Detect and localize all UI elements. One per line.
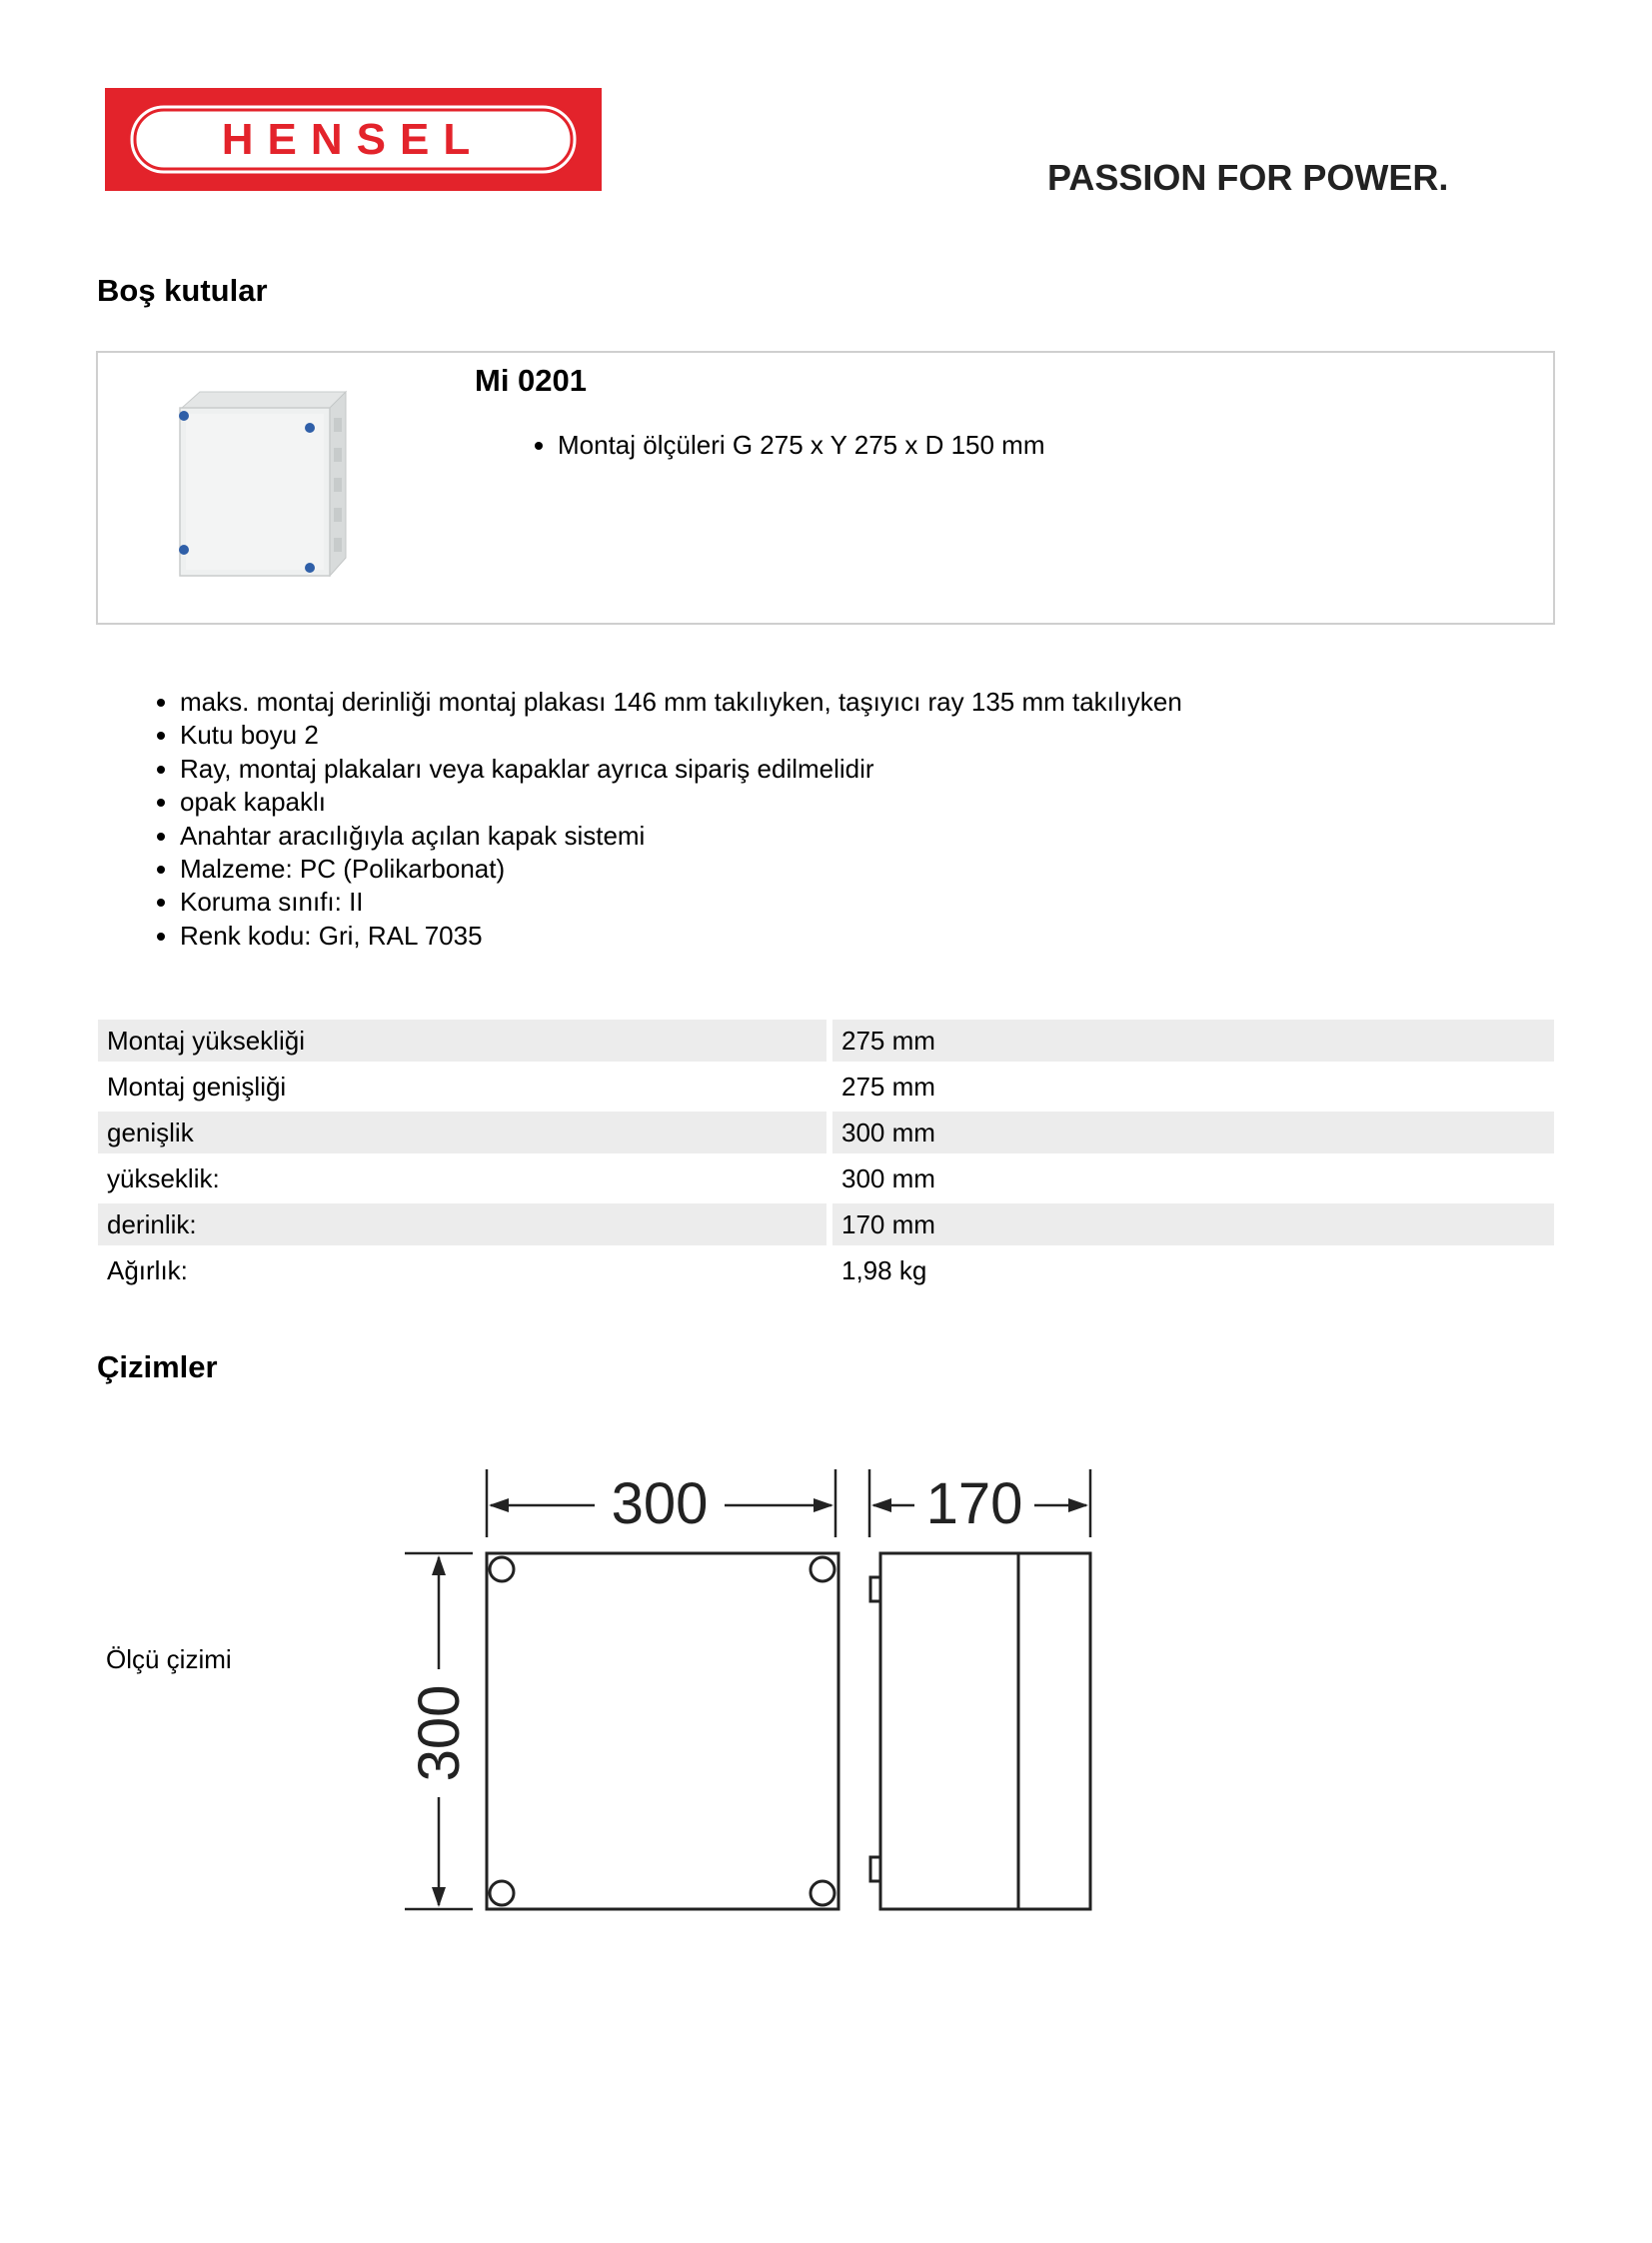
list-item: • maks. montaj derinliği montaj plakası 146 mm takılıyken, taşıyıcı ray 135 mm takılıyken: [180, 686, 1182, 719]
list-item: • Anahtar aracılığıyla açılan kapak sistemi: [180, 820, 1182, 853]
table-row: [98, 1157, 1554, 1199]
spec-table: [98, 1016, 1554, 1295]
spec-value: 1,98 kg: [841, 1254, 927, 1285]
spec-label: Ağırlık:: [107, 1254, 188, 1285]
drawing-label: Ölçü çizimi: [106, 1644, 232, 1674]
width-dimension-label: 300: [611, 1471, 709, 1536]
table-row: [98, 1020, 1554, 1062]
hensel-logo: [105, 88, 602, 191]
product-bullets: [528, 428, 1077, 462]
table-row: [98, 1203, 1554, 1245]
spec-value: 300 mm: [832, 1112, 1554, 1153]
spec-value: 275 mm: [832, 1020, 1554, 1062]
tagline: PASSION FOR POWER.: [1047, 157, 1449, 198]
spec-value: 300 mm: [841, 1162, 935, 1193]
table-row: [98, 1112, 1554, 1153]
feature-list: [150, 686, 1182, 953]
table-row: [98, 1249, 1554, 1291]
spec-value: 170 mm: [832, 1203, 1554, 1245]
height-dimension-label: 300: [407, 1684, 472, 1782]
spec-label: genişlik: [98, 1112, 832, 1153]
list-item: • Koruma sınıfı: II: [180, 886, 1182, 919]
depth-dimension-label: 170: [925, 1471, 1023, 1536]
spec-label: yükseklik:: [107, 1162, 220, 1193]
product-name: Mi 0201: [475, 363, 588, 398]
spec-label: derinlik:: [98, 1203, 832, 1245]
grey-enclosure-box-image: [170, 388, 350, 588]
logo-text: HENSEL: [221, 115, 485, 164]
list-item: • Montaj ölçüleri G 275 x Y 275 x D 150 mm: [558, 428, 1077, 462]
dimension-drawing: [395, 1459, 1114, 1919]
spec-value: 275 mm: [841, 1071, 935, 1102]
list-item: • Ray, montaj plakaları veya kapaklar ayrıca sipariş edilmelidir: [180, 753, 1182, 786]
list-item: • Malzeme: PC (Polikarbonat): [180, 853, 1182, 886]
list-item: • opak kapaklı: [180, 786, 1182, 819]
list-item: • Renk kodu: Gri, RAL 7035: [180, 920, 1182, 953]
spec-label: Montaj yüksekliği: [98, 1020, 832, 1062]
list-item: • Kutu boyu 2: [180, 719, 1182, 752]
table-row: [98, 1066, 1554, 1108]
section-title-empty-boxes: Boş kutular: [97, 273, 268, 308]
spec-label: Montaj genişliği: [107, 1071, 287, 1102]
section-title-drawings: Çizimler: [97, 1349, 218, 1384]
